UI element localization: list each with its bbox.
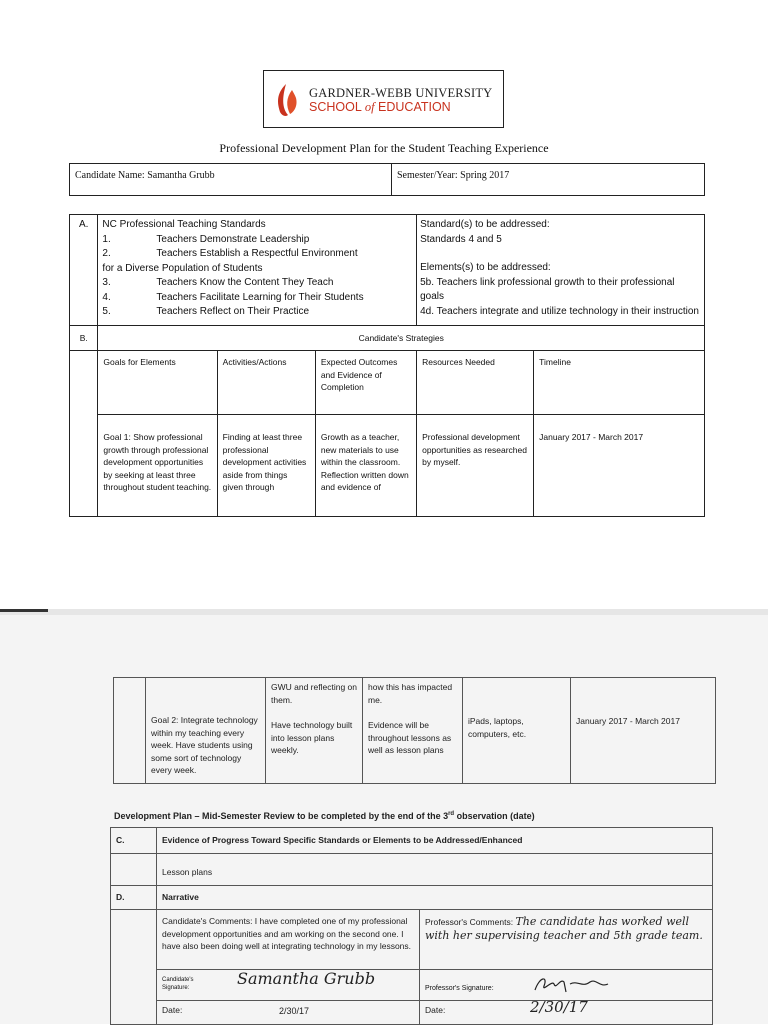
candidate-date: 2/30/17 bbox=[279, 1005, 310, 1016]
school-name: SCHOOL of EDUCATION bbox=[309, 100, 451, 114]
goal1-activities: Finding at least three professional development activities aside from things given through bbox=[217, 415, 315, 517]
page-divider-accent bbox=[0, 609, 48, 612]
professor-signature-cell bbox=[420, 970, 713, 1001]
goal2-resources: iPads, laptops, computers, etc. bbox=[463, 678, 571, 784]
continued-table bbox=[113, 677, 716, 784]
candidate-signature-cell bbox=[157, 970, 420, 1001]
goal1-timeline: January 2017 - March 2017 bbox=[534, 415, 705, 517]
review-title: Development Plan – Mid-Semester Review to be completed by the end of the 3rd observation (date) bbox=[114, 811, 535, 821]
candidate-name: Candidate Name: Samantha Grubb bbox=[70, 164, 392, 196]
blank-cell-4 bbox=[111, 910, 157, 1025]
section-c-value: Lesson plans bbox=[157, 854, 713, 886]
candidate-comments: Candidate's Comments: I have completed one of my professional development opportunities and am working on the second one. I have also been doing well at integrating technology in my lessons. bbox=[157, 910, 420, 970]
col-goals: Goals for Elements bbox=[98, 351, 217, 415]
goal2-goal: Goal 2: Integrate technology within my teaching every week. Have students using some sort of technology every week. bbox=[146, 678, 266, 784]
goal2-outcomes: Evidence will be throughout lessons as well as lesson plans bbox=[368, 720, 452, 755]
professor-comment: The candidate has worked well with her supervising teacher and 5th grade team. bbox=[425, 915, 703, 942]
university-name: GARDNER-WEBB UNIVERSITY bbox=[309, 86, 493, 100]
professor-signature-label: Professor's Signature: bbox=[425, 985, 494, 992]
section-d-heading: Narrative bbox=[157, 886, 713, 910]
section-a-letter: A. bbox=[70, 215, 98, 326]
professor-date: 2/30/17 bbox=[530, 997, 588, 1016]
goal2-outcomes-cell bbox=[363, 678, 463, 784]
plan-table bbox=[69, 214, 705, 517]
page-title: Professional Development Plan for the Student Teaching Experience bbox=[219, 141, 549, 155]
flame-icon bbox=[274, 82, 300, 118]
blank-cell-3 bbox=[111, 854, 157, 886]
goal2-activities: Have technology built into lesson plans weekly. bbox=[271, 720, 353, 755]
addressed-standards: Standard(s) to be addressed: Standards 4 and 5 Elements(s) to be addressed: 5b. Teachers link professional growth to their professional goals 4d. Teachers integrate and utilize technology in their instruction bbox=[417, 215, 705, 326]
professor-date-label: Date: bbox=[425, 1004, 446, 1015]
col-resources: Resources Needed bbox=[417, 351, 534, 415]
candidate-signature-label: Candidate's Signature: bbox=[162, 977, 194, 991]
col-activities: Activities/Actions bbox=[217, 351, 315, 415]
professor-comments-cell bbox=[420, 910, 713, 970]
goal1-resources: Professional development opportunities as researched by myself. bbox=[417, 415, 534, 517]
candidate-date-label: Date: bbox=[162, 1004, 183, 1015]
section-b-letter: B. bbox=[70, 326, 98, 351]
col-outcomes: Expected Outcomes and Evidence of Completion bbox=[315, 351, 416, 415]
goal1-outcomes: Growth as a teacher, new materials to use within the classroom. Reflection written down and evidence of bbox=[315, 415, 416, 517]
blank-cell-2 bbox=[114, 678, 146, 784]
section-d-letter: D. bbox=[111, 886, 157, 910]
section-c-letter: C. bbox=[111, 828, 157, 854]
candidate-signature: Samantha Grubb bbox=[237, 969, 376, 988]
review-table bbox=[110, 827, 713, 1025]
section-c-heading: Evidence of Progress Toward Specific Standards or Elements to be Addressed/Enhanced bbox=[157, 828, 713, 854]
professor-date-cell bbox=[420, 997, 713, 1024]
strategies-heading: Candidate's Strategies bbox=[98, 326, 705, 351]
goal1-activities-cont: GWU and reflecting on them. bbox=[271, 682, 357, 705]
col-timeline: Timeline bbox=[534, 351, 705, 415]
blank-cell bbox=[70, 351, 98, 517]
goal2-activities-cell bbox=[266, 678, 363, 784]
candidate-date-cell bbox=[157, 1000, 420, 1024]
standards-list: NC Professional Teaching Standards 1. Teachers Demonstrate Leadership 2. Teachers Establish a Respectful Environment for a Diverse Population of Students 3. Teachers Know the Content They Teach 4. Teachers Facilitate Learning for Their Students 5. Teachers Reflect on Their Practice bbox=[98, 215, 417, 326]
university-logo bbox=[263, 70, 504, 128]
candidate-table bbox=[69, 163, 705, 196]
goal1-outcomes-cont: how this has impacted me. bbox=[368, 682, 453, 705]
goal2-timeline: January 2017 - March 2017 bbox=[571, 678, 716, 784]
professor-comments-label: Professor's Comments: bbox=[425, 917, 514, 927]
semester-year: Semester/Year: Spring 2017 bbox=[392, 164, 705, 196]
goal1-goal: Goal 1: Show professional growth through professional development opportunities by seeking at least three throughout student teaching. bbox=[98, 415, 217, 517]
professor-signature-scribble bbox=[530, 972, 620, 998]
